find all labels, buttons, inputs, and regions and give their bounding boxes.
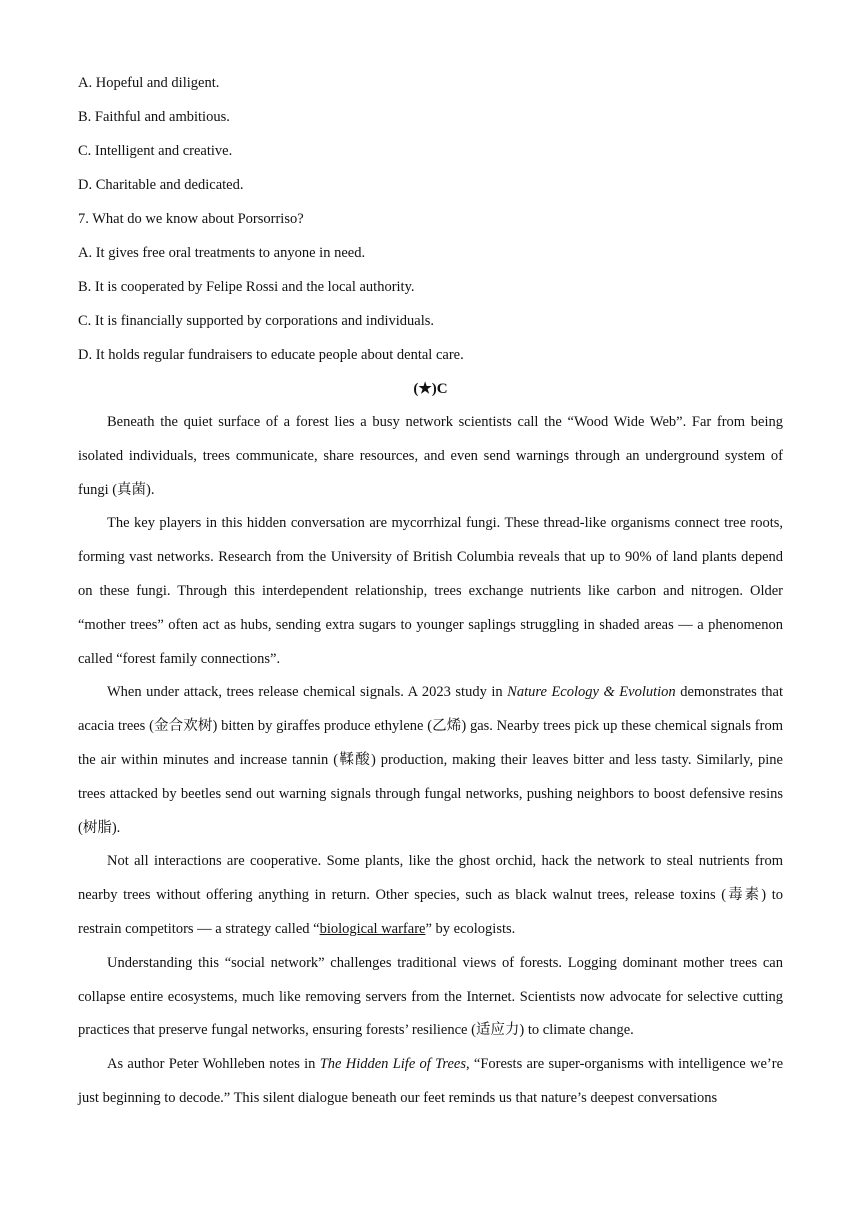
paragraph-6-text-b: , “Forests are super-organisms with intelligence we’re just beginning to decode.” This silent dialogue beneath our feet reminds us that nature’s deepest conversations	[78, 1056, 784, 1106]
paragraph-4-text-a: Not all interactions are cooperative. Some plants, like the ghost orchid, hack the network to steal nutrients from nearby trees without offering anything in return. Other species, such as black walnut trees, release toxins (毒素) to restrain competitors — a strategy called “	[78, 853, 783, 937]
option-c: C. It is financially supported by corporations and individuals.	[78, 313, 434, 329]
paragraph-1: Beneath the quiet surface of a forest lies a busy network scientists call the “Wood Wide Web”. Far from being isolated individuals, trees communicate, share resources, and even send warnings through an underground system of fungi (真菌).	[78, 414, 783, 498]
paragraph-3	[78, 676, 783, 845]
section-title: (★)C	[413, 381, 448, 397]
option-b: B. Faithful and ambitious.	[78, 109, 230, 125]
paragraph-4-text-b: ” by ecologists.	[425, 920, 516, 937]
question-7	[78, 202, 783, 372]
option-d: D. It holds regular fundraisers to educate people about dental care.	[78, 347, 464, 363]
paragraph-6-text-a: As author Peter Wohlleben notes in	[107, 1056, 320, 1073]
option-d: D. Charitable and dedicated.	[78, 177, 244, 193]
paragraph-2: The key players in this hidden conversation are mycorrhizal fungi. These thread-like organisms connect tree roots, forming vast networks. Research from the University of British Columbia reveals that up to 90% of land plants depend on these fungi. Through this interdependent relationship, trees exchange nutrients like carbon and nitrogen. Older “mother trees” often act as hubs, sending extra sugars to younger saplings struggling in shaded areas — a phenomenon called “forest family connections”.	[78, 515, 783, 667]
paragraph-3-text-a: When under attack, trees release chemical signals. A 2023 study in	[107, 684, 508, 701]
journal-title: Nature Ecology & Evolution	[507, 684, 676, 701]
option-c: C. Intelligent and creative.	[78, 143, 233, 159]
document-page	[78, 66, 783, 1116]
paragraph-4	[78, 845, 783, 946]
question-6-options	[78, 66, 783, 202]
question-stem: 7. What do we know about Porsorriso?	[78, 211, 304, 227]
option-a: A. Hopeful and diligent.	[78, 75, 220, 91]
paragraph-3-text-b: demonstrates that acacia trees (金合欢树) bitten by giraffes produce ethylene (乙烯) gas. Nearby trees pick up these chemical signals from the air within minutes and increase tannin (鞣酸) production, making their leaves bitter and less tasty. Similarly, pine trees attacked by beetles send out warning signals through fungal networks, pushing neighbors to boost defensive resins (树脂).	[78, 684, 784, 836]
underlined-phrase: biological warfare	[319, 920, 426, 937]
paragraph-5: Understanding this “social network” challenges traditional views of forests. Logging dominant mother trees can collapse entire ecosystems, much like removing servers from the Internet. Scientists now advocate for selective cutting practices that preserve fungal networks, ensuring forests’ resilience (适应力) to climate change.	[78, 954, 783, 1039]
option-b: B. It is cooperated by Felipe Rossi and the local authority.	[78, 279, 415, 295]
paragraph-6	[78, 1048, 783, 1116]
book-title: The Hidden Life of Trees	[319, 1056, 466, 1073]
option-a: A. It gives free oral treatments to anyone in need.	[78, 245, 366, 261]
reading-passage	[78, 406, 783, 1116]
